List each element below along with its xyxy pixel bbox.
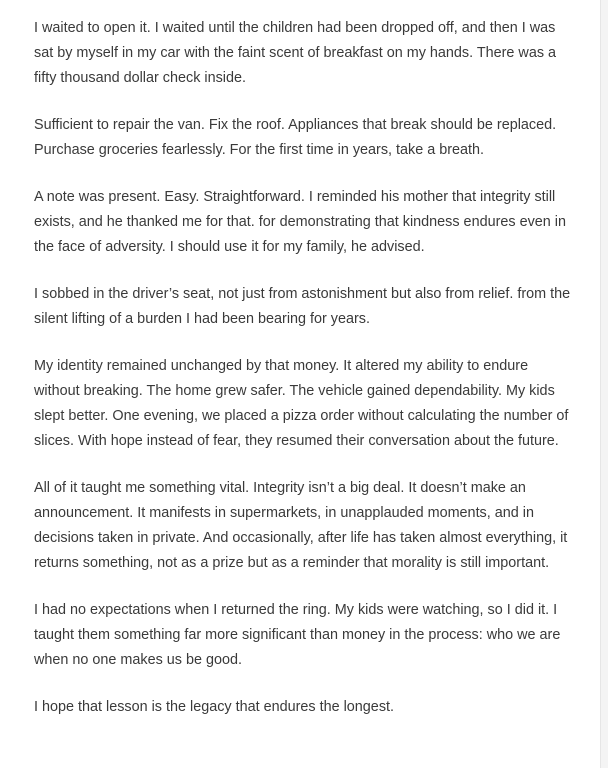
page-right-edge [600, 0, 608, 768]
paragraph-1: I waited to open it. I waited until the children had been dropped off, and then I was sat by myself in my car with the faint scent of breakfast on my hands. There was a fifty thousand dollar check inside. [34, 20, 557, 86]
article-body [34, 16, 574, 742]
paragraph-4: I sobbed in the driver’s seat, not just from astonishment but also from relief. from the silent lifting of a burden I had been bearing for years. [34, 286, 571, 327]
paragraph-2: Sufficient to repair the van. Fix the roof. Appliances that break should be replaced. Purchase groceries fearlessly. For the first time in years, take a breath. [34, 117, 557, 158]
paragraph-8: I hope that lesson is the legacy that endures the longest. [34, 699, 395, 715]
paragraph-7: I had no expectations when I returned the ring. My kids were watching, so I did it. I taught them something far more significant than money in the process: who we are when no one makes us be good. [34, 602, 561, 668]
paragraph-5: My identity remained unchanged by that money. It altered my ability to endure without breaking. The home grew safer. The vehicle gained dependability. My kids slept better. One evening, we placed a pizza order without calculating the number of slices. With hope instead of fear, they resumed their conversation about the future. [34, 358, 569, 449]
paragraph-3: A note was present. Easy. Straightforward. I reminded his mother that integrity still exists, and he thanked me for that. for demonstrating that kindness endures even in the face of adversity. I should use it for my family, he advised. [34, 189, 566, 255]
paragraph-6: All of it taught me something vital. Integrity isn’t a big deal. It doesn’t make an announcement. It manifests in supermarkets, in unapplauded moments, and in decisions taken in private. And occasionally, after life has taken almost everything, it returns something, not as a prize but as a reminder that morality is still important. [34, 480, 568, 571]
